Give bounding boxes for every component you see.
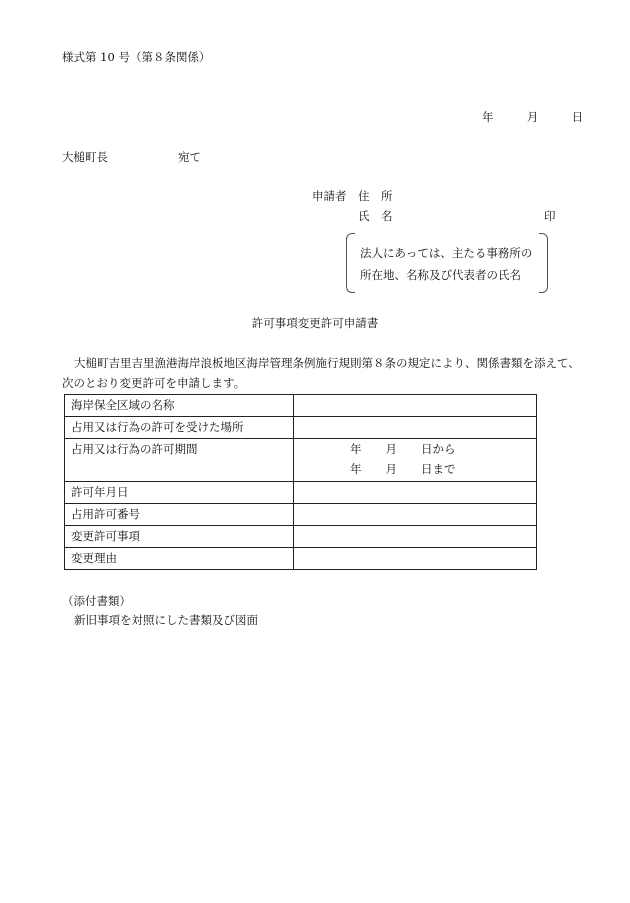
attachments-heading: （添付書類） <box>62 594 131 608</box>
row-label-permit-period: 占用又は行為の許可期間 <box>65 439 294 482</box>
row-value-permit-period[interactable] <box>294 439 537 482</box>
seal-mark: 印 <box>544 209 556 223</box>
applicant-address-label: 住 所 <box>358 189 393 203</box>
period-from-year: 年 <box>350 442 362 456</box>
applicant-role-label: 申請者 <box>312 189 347 203</box>
row-value-change-items[interactable] <box>294 526 537 548</box>
row-label-change-reason: 変更理由 <box>65 548 294 570</box>
row-value-change-reason[interactable] <box>294 548 537 570</box>
row-value-permit-date[interactable] <box>294 482 537 504</box>
row-label-permitted-place: 占用又は行為の許可を受けた場所 <box>65 417 294 439</box>
corporate-note <box>346 233 548 293</box>
row-label-area-name: 海岸保全区域の名称 <box>65 395 294 417</box>
submission-date <box>482 110 583 126</box>
date-day-label: 日 <box>571 110 584 124</box>
attachment-item: 新旧事項を対照にした書類及び図面 <box>74 613 258 627</box>
period-to-month: 月 <box>385 462 397 476</box>
period-from-month: 月 <box>385 442 397 456</box>
table-row <box>65 482 537 504</box>
row-label-permit-date: 許可年月日 <box>65 482 294 504</box>
period-to-day: 日まで <box>421 462 456 476</box>
addressee <box>62 150 201 166</box>
period-to-year: 年 <box>350 462 362 476</box>
addressee-name: 大槌町長 <box>62 150 108 164</box>
row-value-area-name[interactable] <box>294 395 537 417</box>
table-row <box>65 395 537 417</box>
applicant-block <box>312 189 393 229</box>
period-from-day: 日から <box>421 442 456 456</box>
form-number: 様式第 10 号（第８条関係） <box>62 50 211 64</box>
table-row <box>65 548 537 570</box>
row-value-permitted-place[interactable] <box>294 417 537 439</box>
applicant-name-label: 氏 名 <box>358 209 393 223</box>
left-bracket <box>346 233 355 293</box>
document-title: 許可事項変更許可申請書 <box>251 316 379 330</box>
corporate-note-line-2: 所在地、名称及び代表者の氏名 <box>360 268 521 282</box>
table-row <box>65 439 537 482</box>
row-label-permit-number: 占用許可番号 <box>65 504 294 526</box>
corporate-note-line-1: 法人にあっては、主たる事務所の <box>360 246 533 260</box>
body-text: 大槌町吉里吉里漁港海岸浪板地区海岸管理条例施行規則第８条の規定により、関係書類を添えて、次のとおり変更許可を申請します。 <box>62 356 580 390</box>
period-from-line <box>300 439 530 459</box>
addressee-suffix: 宛て <box>178 150 201 164</box>
table-row <box>65 526 537 548</box>
body-paragraph <box>62 353 582 393</box>
table-row <box>65 504 537 526</box>
period-to-line <box>300 459 530 479</box>
application-table <box>64 394 537 570</box>
date-month-label: 月 <box>526 110 539 124</box>
right-bracket <box>539 233 548 293</box>
table-row <box>65 417 537 439</box>
date-year-label: 年 <box>482 110 494 124</box>
row-value-permit-number[interactable] <box>294 504 537 526</box>
row-label-change-items: 変更許可事項 <box>65 526 294 548</box>
